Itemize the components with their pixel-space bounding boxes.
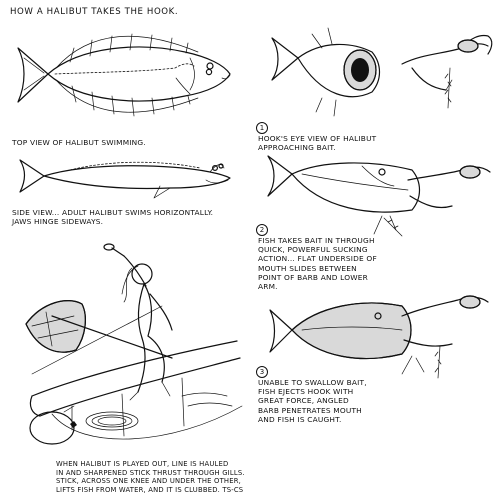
step-1-halibut-approaching-bait-drawing bbox=[262, 18, 494, 120]
side-view-caption: SIDE VIEW... ADULT HALIBUT SWIMS HORIZONTALLY. JAWS HINGE SIDEWAYS. bbox=[12, 208, 214, 227]
step-3-number: 3 bbox=[256, 366, 268, 378]
step-3-fish-caught-drawing bbox=[262, 286, 494, 380]
bottom-caption: WHEN HALIBUT IS PLAYED OUT, LINE IS HAULED IN AND SHARPENED STICK THRUST THROUGH GILLS. STICK, ACROSS ONE KNEE AND UNDER THE OTHER, LIFTS FISH FROM WATER, AND IT IS CLUBBED. TS-CS bbox=[56, 460, 245, 494]
step-2-fish-takes-bait-drawing bbox=[262, 150, 494, 240]
diagram-title: HOW A HALIBUT TAKES THE HOOK. bbox=[10, 7, 179, 17]
step-1-number: 1 bbox=[256, 122, 268, 134]
halibut-top-view-drawing bbox=[10, 18, 240, 128]
step-2-number: 2 bbox=[256, 224, 268, 236]
step-1-caption: HOOK'S EYE VIEW OF HALIBUT APPROACHING BAIT. bbox=[258, 134, 377, 153]
step-2-caption: FISH TAKES BAIT IN THROUGH QUICK, POWERFUL SUCKING ACTION... FLAT UNDERSIDE OF MOUTH SLIDES BETWEEN POINT OF BARB AND LOWER ARM. bbox=[258, 236, 377, 292]
step-3-caption: UNABLE TO SWALLOW BAIT, FISH EJECTS HOOK WITH GREAT FORCE, ANGLED BARB PENETRATES MOUTH AND FISH IS CAUGHT. bbox=[258, 378, 367, 424]
top-view-caption: TOP VIEW OF HALIBUT SWIMMING. bbox=[12, 138, 146, 147]
halibut-side-view-drawing bbox=[10, 150, 240, 202]
fisherman-canoe-scene bbox=[12, 246, 247, 456]
